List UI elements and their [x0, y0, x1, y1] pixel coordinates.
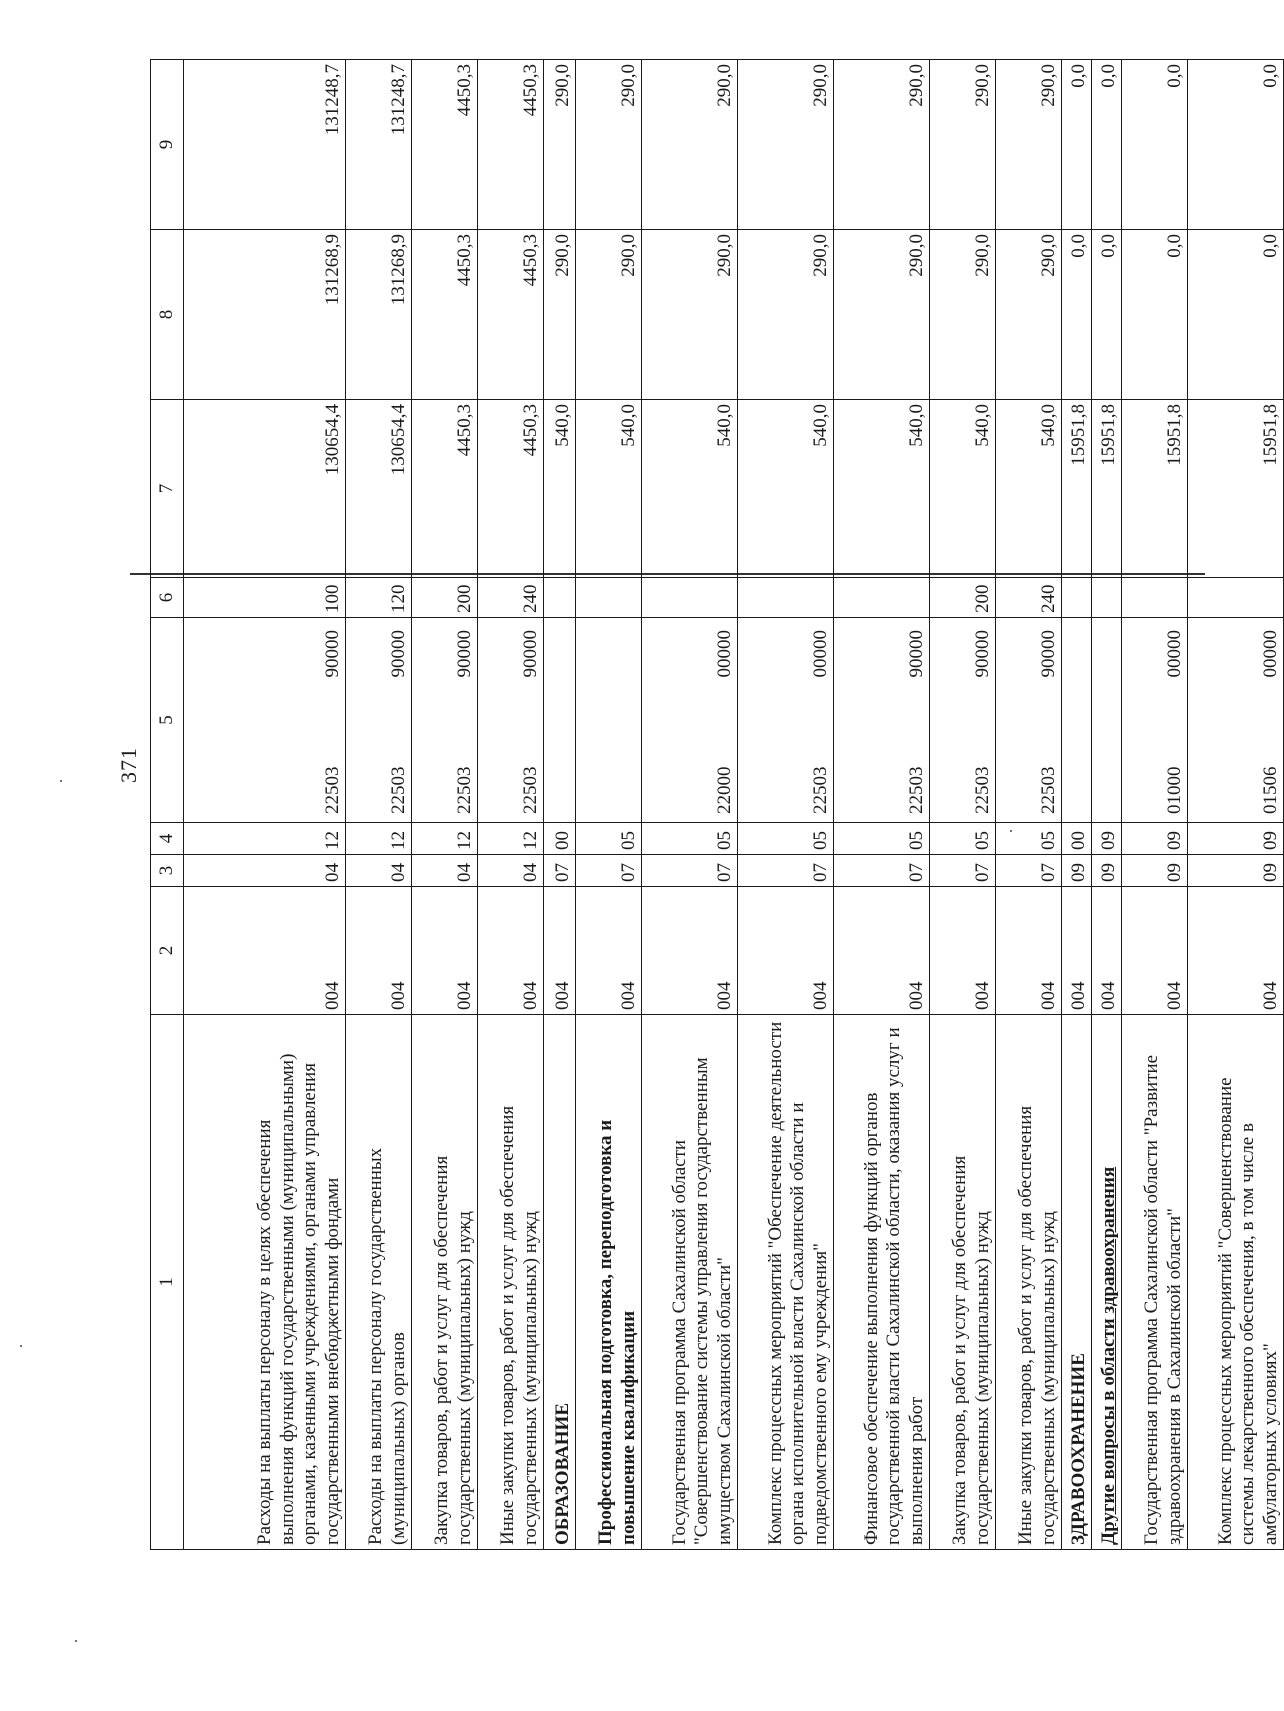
- row-name: Другие вопросы в области здравоохранения: [1092, 1015, 1122, 1550]
- table-row: [346, 60, 412, 1550]
- expense-type-code: 240: [996, 578, 1062, 618]
- expense-type-code: [1122, 578, 1188, 618]
- scan-speck: [60, 780, 62, 782]
- section-code: 04: [346, 855, 412, 887]
- rotated-page: [116, 60, 1281, 1550]
- amount-col9: 0,0: [1092, 60, 1122, 230]
- target-article-part-b: 90000: [387, 630, 409, 678]
- target-article-part-b: 90000: [971, 630, 993, 678]
- ved-code: 004: [642, 887, 738, 1015]
- amount-col8: 131268,9: [346, 230, 412, 400]
- target-article-code: [1188, 618, 1284, 823]
- header-cell: 5: [151, 618, 184, 823]
- table-row: [930, 60, 996, 1550]
- amount-col9: 290,0: [738, 60, 834, 230]
- table-row: [738, 60, 834, 1550]
- section-code: 07: [642, 855, 738, 887]
- target-article-part-b: 90000: [1037, 630, 1059, 678]
- amount-col8: 0,0: [1122, 230, 1188, 400]
- expense-type-code: 200: [930, 578, 996, 618]
- amount-col7: 540,0: [642, 400, 738, 578]
- row-name: Иные закупки товаров, работ и услуг для обеспечения государственных (муниципальных) нужд: [478, 1015, 544, 1550]
- amount-col7: 540,0: [930, 400, 996, 578]
- ved-code: 004: [576, 887, 642, 1015]
- target-article-code: [834, 618, 930, 823]
- amount-col9: 131248,7: [346, 60, 412, 230]
- header-cell: 9: [151, 60, 184, 230]
- section-code: 09: [1062, 855, 1092, 887]
- amount-col8: 290,0: [930, 230, 996, 400]
- subsection-code: 12: [346, 823, 412, 855]
- table-row: [412, 60, 478, 1550]
- target-article-part-a: 22503: [1037, 766, 1059, 814]
- table-row: [1188, 60, 1284, 1550]
- amount-col9: 4450,3: [412, 60, 478, 230]
- row-name: Закупка товаров, работ и услуг для обеспечения государственных (муниципальных) нужд: [930, 1015, 996, 1550]
- subsection-code: 09: [1092, 823, 1122, 855]
- section-code: 07: [930, 855, 996, 887]
- expense-type-code: [576, 578, 642, 618]
- target-article-part-a: 22503: [387, 766, 409, 814]
- expense-type-code: [738, 578, 834, 618]
- target-article-part-a: 22503: [809, 766, 831, 814]
- ved-code: 004: [346, 887, 412, 1015]
- amount-col8: 4450,3: [412, 230, 478, 400]
- amount-col7: 15951,8: [1188, 400, 1284, 578]
- amount-col7: 15951,8: [1122, 400, 1188, 578]
- row-name: Комплекс процессных мероприятий "Обеспечение деятельности органа исполнительной власти Сахалинской области и подведомственного ему учреждения": [738, 1015, 834, 1550]
- subsection-code: 05: [930, 823, 996, 855]
- row-name: Иные закупки товаров, работ и услуг для обеспечения государственных (муниципальных) нужд: [996, 1015, 1062, 1550]
- expense-type-code: 120: [346, 578, 412, 618]
- ved-code: 004: [996, 887, 1062, 1015]
- target-article-code: [642, 618, 738, 823]
- ved-code: 004: [930, 887, 996, 1015]
- amount-col9: 290,0: [642, 60, 738, 230]
- ved-code: 004: [1062, 887, 1092, 1015]
- table-row: [478, 60, 544, 1550]
- amount-col9: 4450,3: [478, 60, 544, 230]
- subsection-code: 00: [544, 823, 576, 855]
- target-article-part-b: 90000: [905, 630, 927, 678]
- expense-type-code: [642, 578, 738, 618]
- section-code: 04: [184, 855, 346, 887]
- ved-code: 004: [1188, 887, 1284, 1015]
- target-article-part-a: 22000: [713, 766, 735, 814]
- target-article-part-a: 01506: [1259, 766, 1281, 814]
- expense-type-code: [1062, 578, 1092, 618]
- header-cell: 2: [151, 887, 184, 1015]
- row-name: Закупка товаров, работ и услуг для обеспечения государственных (муниципальных) нужд: [412, 1015, 478, 1550]
- target-article-part-b: 90000: [519, 630, 541, 678]
- target-article-part-b: 00000: [713, 630, 735, 678]
- target-article-code: [412, 618, 478, 823]
- table-row: [1092, 60, 1122, 1550]
- row-name: Государственная программа Сахалинской области "Совершенствование системы управления государственным имуществом Сахалинской области": [642, 1015, 738, 1550]
- header-cell: 4: [151, 823, 184, 855]
- amount-col8: 290,0: [544, 230, 576, 400]
- ved-code: 004: [834, 887, 930, 1015]
- amount-col7: 540,0: [834, 400, 930, 578]
- target-article-part-b: 90000: [453, 630, 475, 678]
- amount-col8: 290,0: [738, 230, 834, 400]
- ved-code: 004: [1122, 887, 1188, 1015]
- budget-table: [150, 59, 1284, 1550]
- target-article-code: [1122, 618, 1188, 823]
- expense-type-code: [544, 578, 576, 618]
- header-cell: 8: [151, 230, 184, 400]
- subsection-code: 12: [412, 823, 478, 855]
- amount-col7: 15951,8: [1092, 400, 1122, 578]
- target-article-part-a: 22503: [971, 766, 993, 814]
- target-article-code: [184, 618, 346, 823]
- subsection-code: 09: [1188, 823, 1284, 855]
- scan-speck: [75, 1640, 77, 1642]
- row-name: Государственная программа Сахалинской области "Развитие здравоохранения в Сахалинской области": [1122, 1015, 1188, 1550]
- ved-code: 004: [412, 887, 478, 1015]
- amount-col8: 0,0: [1188, 230, 1284, 400]
- ved-code: 004: [184, 887, 346, 1015]
- subsection-code: 12: [478, 823, 544, 855]
- amount-col9: 290,0: [930, 60, 996, 230]
- header-row: [151, 60, 184, 1550]
- amount-col9: 290,0: [576, 60, 642, 230]
- ved-code: 004: [544, 887, 576, 1015]
- table-row: [184, 60, 346, 1550]
- expense-type-code: 200: [412, 578, 478, 618]
- amount-col7: 540,0: [738, 400, 834, 578]
- amount-col8: 290,0: [834, 230, 930, 400]
- section-code: 07: [996, 855, 1062, 887]
- target-article-part-a: 01000: [1163, 766, 1185, 814]
- table-row: [1062, 60, 1092, 1550]
- target-article-part-b: 00000: [1163, 630, 1185, 678]
- amount-col7: 4450,3: [412, 400, 478, 578]
- header-cell: 3: [151, 855, 184, 887]
- row-name: Комплекс процессных мероприятий "Совершенствование системы лекарственного обеспечения, в том числе в амбулаторных условиях": [1188, 1015, 1284, 1550]
- amount-col8: 131268,9: [184, 230, 346, 400]
- row-name: ОБРАЗОВАНИЕ: [544, 1015, 576, 1550]
- header-cell: 6: [151, 578, 184, 618]
- target-article-code: [1092, 618, 1122, 823]
- page-number: 371: [116, 747, 141, 783]
- section-code: 09: [1122, 855, 1188, 887]
- table-row: [576, 60, 642, 1550]
- amount-col7: 4450,3: [478, 400, 544, 578]
- section-code: 07: [834, 855, 930, 887]
- section-code: 04: [412, 855, 478, 887]
- expense-type-code: [1092, 578, 1122, 618]
- header-cell: 1: [151, 1015, 184, 1550]
- expense-type-code: 240: [478, 578, 544, 618]
- ved-code: 004: [478, 887, 544, 1015]
- section-code: 07: [576, 855, 642, 887]
- section-code: 09: [1092, 855, 1122, 887]
- target-article-code: [478, 618, 544, 823]
- target-article-part-b: 90000: [321, 630, 343, 678]
- target-article-code: [930, 618, 996, 823]
- row-name: Расходы на выплаты персоналу государственных (муниципальных) органов: [346, 1015, 412, 1550]
- ved-code: 004: [738, 887, 834, 1015]
- table-row: [1122, 60, 1188, 1550]
- expense-type-code: [1188, 578, 1284, 618]
- amount-col9: 290,0: [996, 60, 1062, 230]
- amount-col9: 0,0: [1122, 60, 1188, 230]
- table-row: [642, 60, 738, 1550]
- amount-col8: 4450,3: [478, 230, 544, 400]
- amount-col8: 290,0: [996, 230, 1062, 400]
- amount-col9: 0,0: [1062, 60, 1092, 230]
- expense-type-code: [834, 578, 930, 618]
- target-article-part-a: 22503: [453, 766, 475, 814]
- section-code: 07: [738, 855, 834, 887]
- row-name: Финансовое обеспечение выполнения функций органов государственной власти Сахалинской области, оказания услуг и выполнения работ: [834, 1015, 930, 1550]
- target-article-code: [1062, 618, 1092, 823]
- section-code: 09: [1188, 855, 1284, 887]
- subsection-code: 12: [184, 823, 346, 855]
- amount-col7: 130654,4: [184, 400, 346, 578]
- ved-code: 004: [1092, 887, 1122, 1015]
- table-row: [544, 60, 576, 1550]
- table-row: [996, 60, 1062, 1550]
- amount-col9: 290,0: [544, 60, 576, 230]
- amount-col7: 540,0: [576, 400, 642, 578]
- target-article-code: [576, 618, 642, 823]
- amount-col8: 0,0: [1092, 230, 1122, 400]
- amount-col7: 15951,8: [1062, 400, 1092, 578]
- amount-col8: 290,0: [642, 230, 738, 400]
- target-article-part-a: 22503: [519, 766, 541, 814]
- target-article-part-a: 22503: [321, 766, 343, 814]
- amount-col7: 540,0: [544, 400, 576, 578]
- subsection-code: 05: [738, 823, 834, 855]
- row-name: Расходы на выплаты персоналу в целях обеспечения выполнения функций государственными (муниципальными) органами, казенными учреждениями, органами управления государственными внебюджетными фондами: [184, 1015, 346, 1550]
- subsection-code: 05: [642, 823, 738, 855]
- subsection-code: 05: [834, 823, 930, 855]
- subsection-code: 05: [576, 823, 642, 855]
- subsection-code: 05: [996, 823, 1062, 855]
- amount-col8: 290,0: [576, 230, 642, 400]
- amount-col9: 131248,7: [184, 60, 346, 230]
- row-name: ЗДРАВООХРАНЕНИЕ: [1062, 1015, 1092, 1550]
- target-article-code: [544, 618, 576, 823]
- target-article-code: [346, 618, 412, 823]
- section-code: 07: [544, 855, 576, 887]
- scan-speck: [20, 1345, 22, 1347]
- row-name: Профессиональная подготовка, переподготовка и повышение квалификации: [576, 1015, 642, 1550]
- amount-col8: 0,0: [1062, 230, 1092, 400]
- amount-col9: 0,0: [1188, 60, 1284, 230]
- subsection-code: 09: [1122, 823, 1188, 855]
- amount-col9: 290,0: [834, 60, 930, 230]
- target-article-code: [738, 618, 834, 823]
- amount-col7: 130654,4: [346, 400, 412, 578]
- expense-type-code: 100: [184, 578, 346, 618]
- table-row: [834, 60, 930, 1550]
- target-article-part-b: 00000: [809, 630, 831, 678]
- target-article-code: [996, 618, 1062, 823]
- amount-col7: 540,0: [996, 400, 1062, 578]
- target-article-part-b: 00000: [1259, 630, 1281, 678]
- header-cell: 7: [151, 400, 184, 578]
- subsection-code: 00: [1062, 823, 1092, 855]
- target-article-part-a: 22503: [905, 766, 927, 814]
- section-code: 04: [478, 855, 544, 887]
